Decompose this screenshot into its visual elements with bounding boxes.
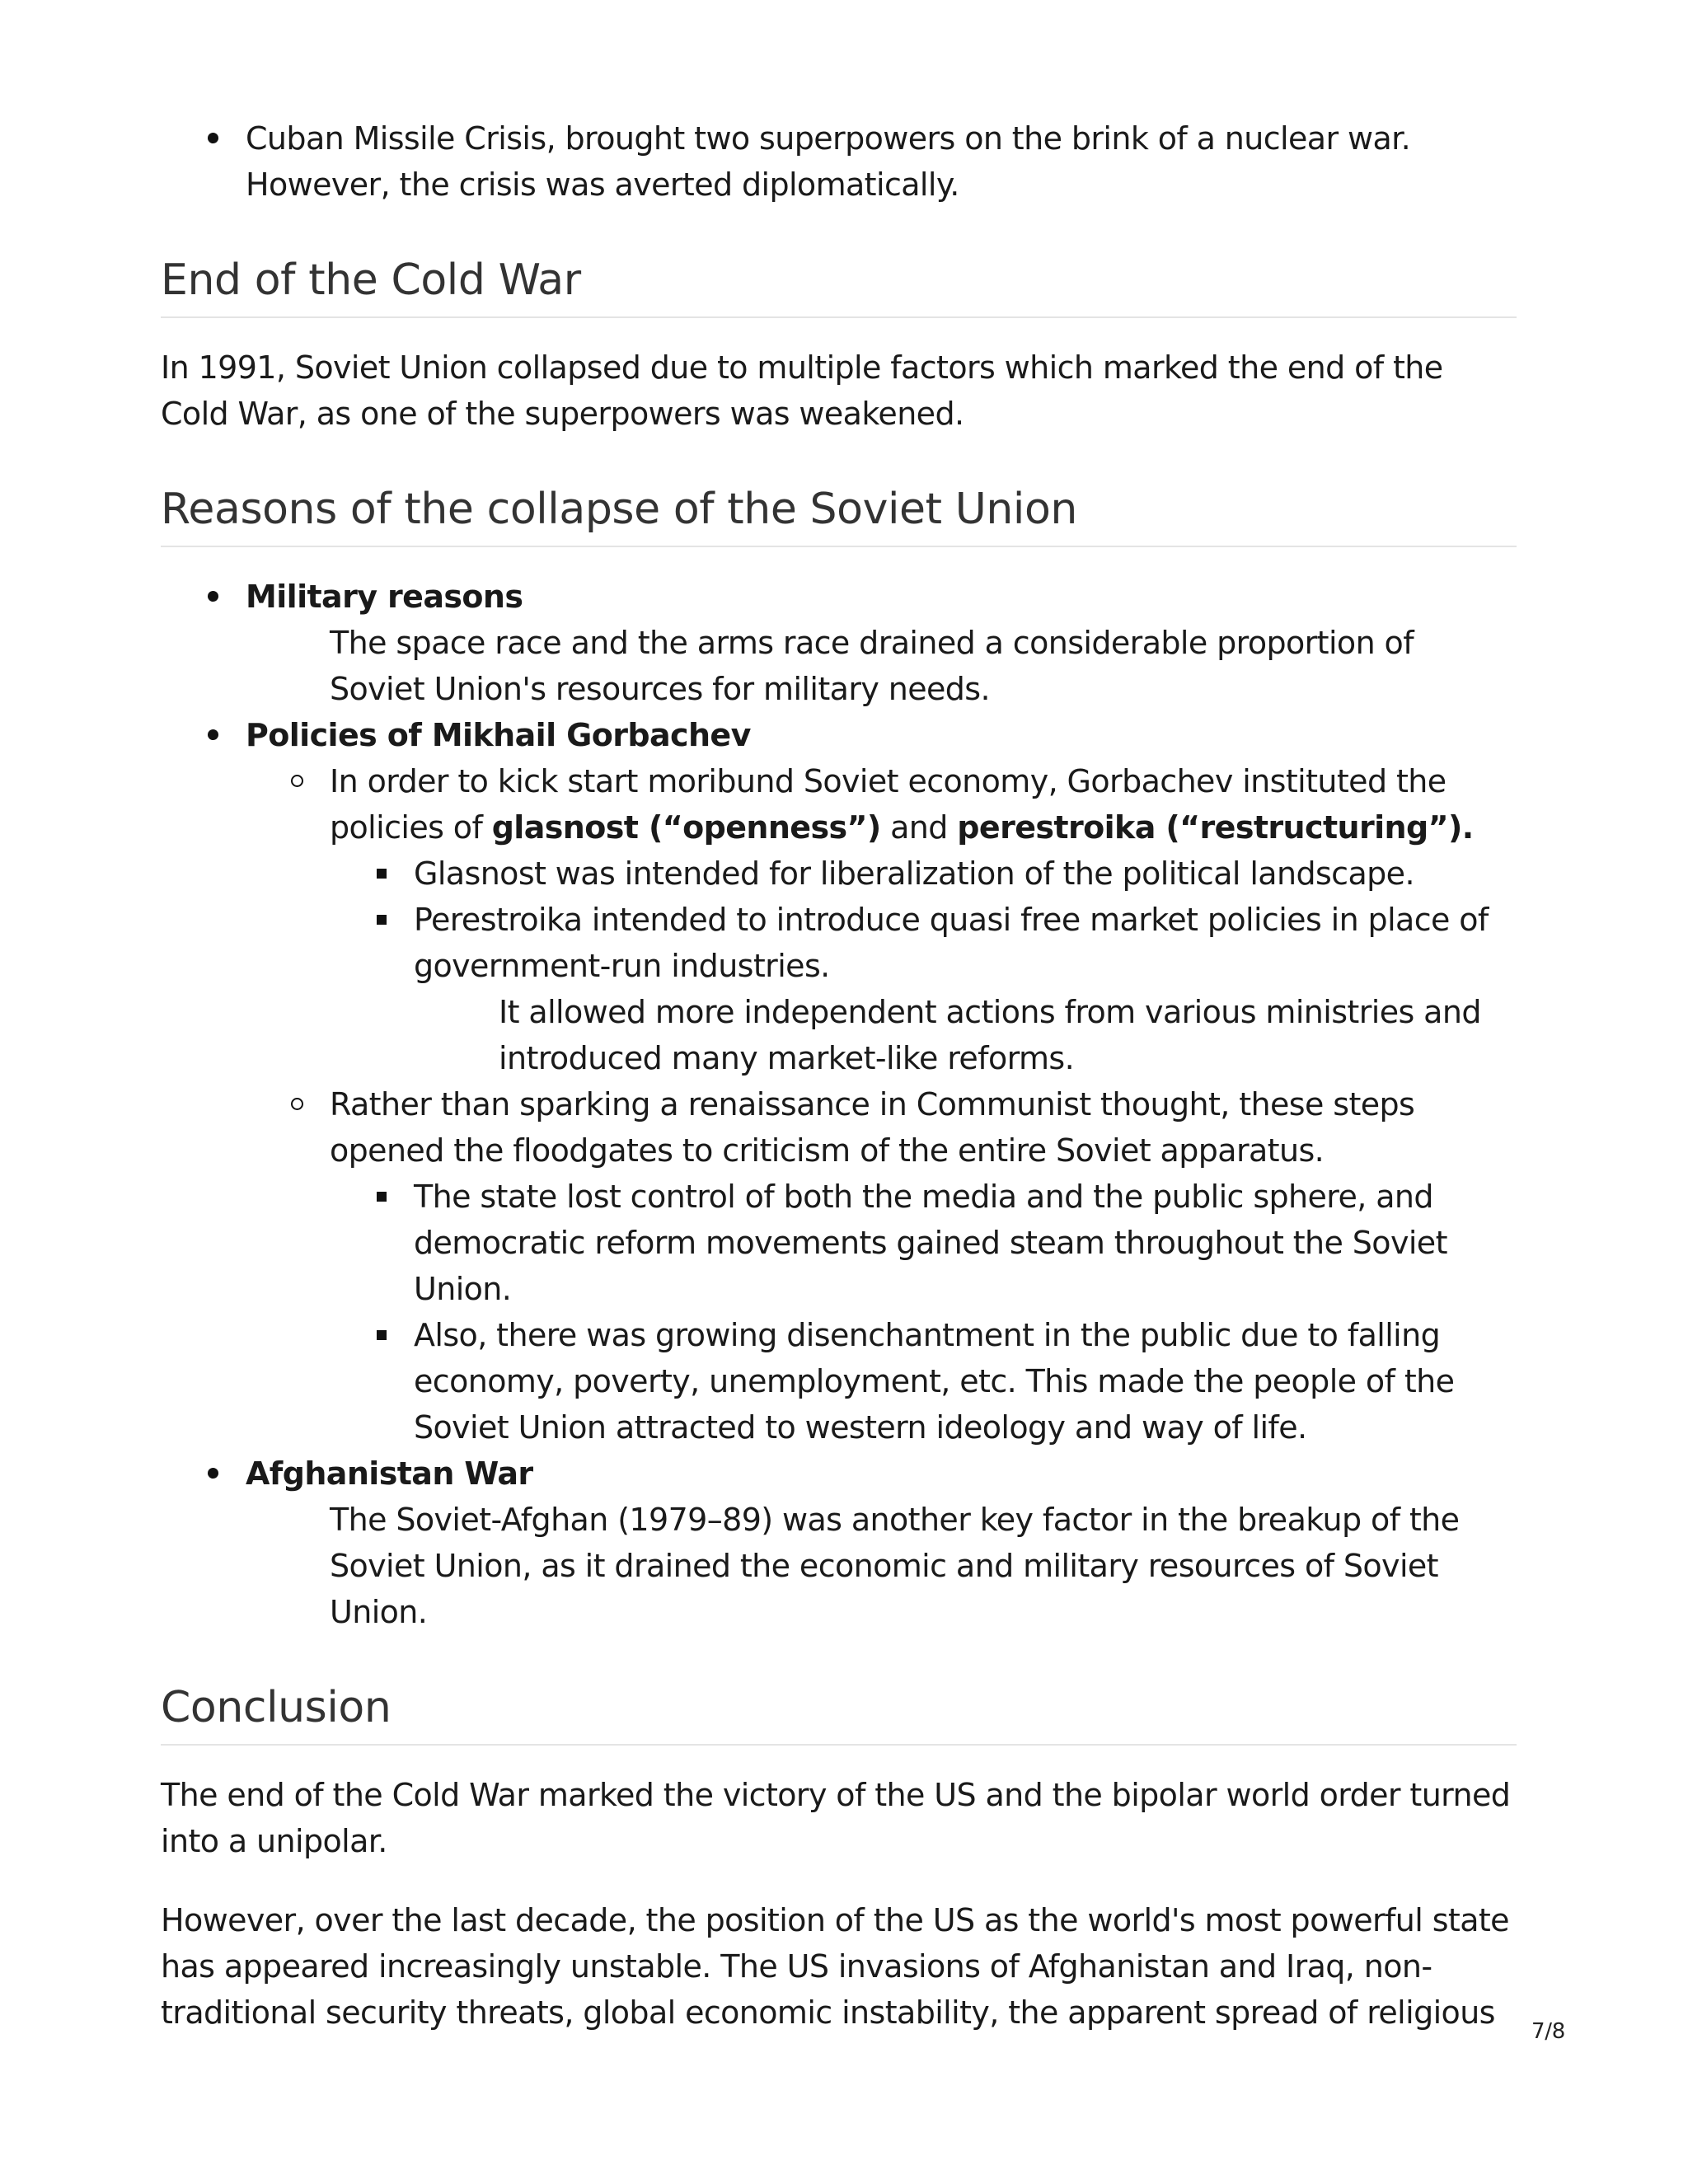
document-page xyxy=(161,115,1517,2036)
gorbachev-policies-title: Policies of Mikhail Gorbachev xyxy=(246,717,751,753)
intro-bullet-text: Cuban Missile Crisis, brought two superpowers on the brink of a nuclear war. However, the crisis was averted diplomatically. xyxy=(246,120,1411,203)
perestroika-note: It allowed more independent actions from various ministries and introduced many market-like reforms. xyxy=(499,994,1481,1076)
military-reasons-body: The space race and the arms race drained a considerable proportion of Soviet Union's resources for military needs. xyxy=(330,625,1414,707)
afghanistan-war-title: Afghanistan War xyxy=(246,1455,533,1492)
gorbachev-point1-text-b: and xyxy=(880,809,958,846)
media-control-sub-text: The state lost control of both the media and the public sphere, and democratic reform movements gained steam throughout the Soviet Union. xyxy=(414,1179,1447,1307)
glasnost-term: glasnost (“openness”) xyxy=(491,809,881,846)
gorbachev-point2-text: Rather than sparking a renaissance in Communist thought, these steps opened the floodgates to criticism of the entire Soviet apparatus. xyxy=(330,1086,1415,1169)
list-item xyxy=(161,897,1517,989)
list-item xyxy=(161,1451,1517,1497)
bullet-disc-icon xyxy=(208,133,218,143)
list-item xyxy=(161,758,1517,851)
military-reasons-title: Military reasons xyxy=(246,579,523,615)
gorbachev-point1-text-a: In order to kick start moribund Soviet economy, Gorbachev instituted the policies of xyxy=(330,763,1447,846)
intro-list xyxy=(161,115,1517,208)
list-item xyxy=(161,712,1517,758)
list-item xyxy=(161,1174,1517,1312)
bullet-circle-icon xyxy=(291,775,303,787)
list-item xyxy=(161,115,1517,208)
conclusion-paragraph-2: However, over the last decade, the position of the US as the world's most powerful state has appeared increasingly unstable. The US invasions of Afghanistan and Iraq, non-traditional security threats, global economic instability, the apparent spread of religious xyxy=(161,1902,1509,2031)
bullet-square-icon xyxy=(377,1192,387,1202)
reasons-list xyxy=(161,574,1517,1635)
end-of-cold-war-paragraph: In 1991, Soviet Union collapsed due to multiple factors which marked the end of the Cold War, as one of the superpowers was weakened. xyxy=(161,349,1443,432)
bullet-square-icon xyxy=(377,1330,387,1340)
glasnost-sub-text: Glasnost was intended for liberalization of the political landscape. xyxy=(414,855,1414,892)
bullet-circle-icon xyxy=(291,1098,303,1110)
conclusion-paragraph-1: The end of the Cold War marked the victory of the US and the bipolar world order turned into a unipolar. xyxy=(161,1777,1511,1859)
list-item xyxy=(161,574,1517,620)
disenchantment-sub-text: Also, there was growing disenchantment in the public due to falling economy, poverty, unemployment, etc. This made the people of the Soviet Union attracted to western ideology and way of life. xyxy=(414,1317,1455,1446)
list-item xyxy=(161,1312,1517,1451)
page-number: 7/8 xyxy=(1531,2019,1565,2044)
section-heading-conclusion: Conclusion xyxy=(161,1681,1517,1746)
list-item xyxy=(161,851,1517,897)
section-heading-reasons: Reasons of the collapse of the Soviet Union xyxy=(161,483,1517,547)
bullet-disc-icon xyxy=(208,591,218,602)
bullet-disc-icon xyxy=(208,729,218,740)
bullet-square-icon xyxy=(377,915,387,925)
perestroika-term: perestroika (“restructuring”). xyxy=(957,809,1474,846)
perestroika-sub-text: Perestroika intended to introduce quasi free market policies in place of government-run industries. xyxy=(414,902,1489,984)
bullet-square-icon xyxy=(377,869,387,879)
bullet-disc-icon xyxy=(208,1468,218,1479)
section-heading-end-of-cold-war: End of the Cold War xyxy=(161,254,1517,318)
afghanistan-war-body: The Soviet-Afghan (1979–89) was another key factor in the breakup of the Soviet Union, as it drained the economic and military resources of Soviet Union. xyxy=(330,1502,1460,1630)
list-item xyxy=(161,1081,1517,1174)
